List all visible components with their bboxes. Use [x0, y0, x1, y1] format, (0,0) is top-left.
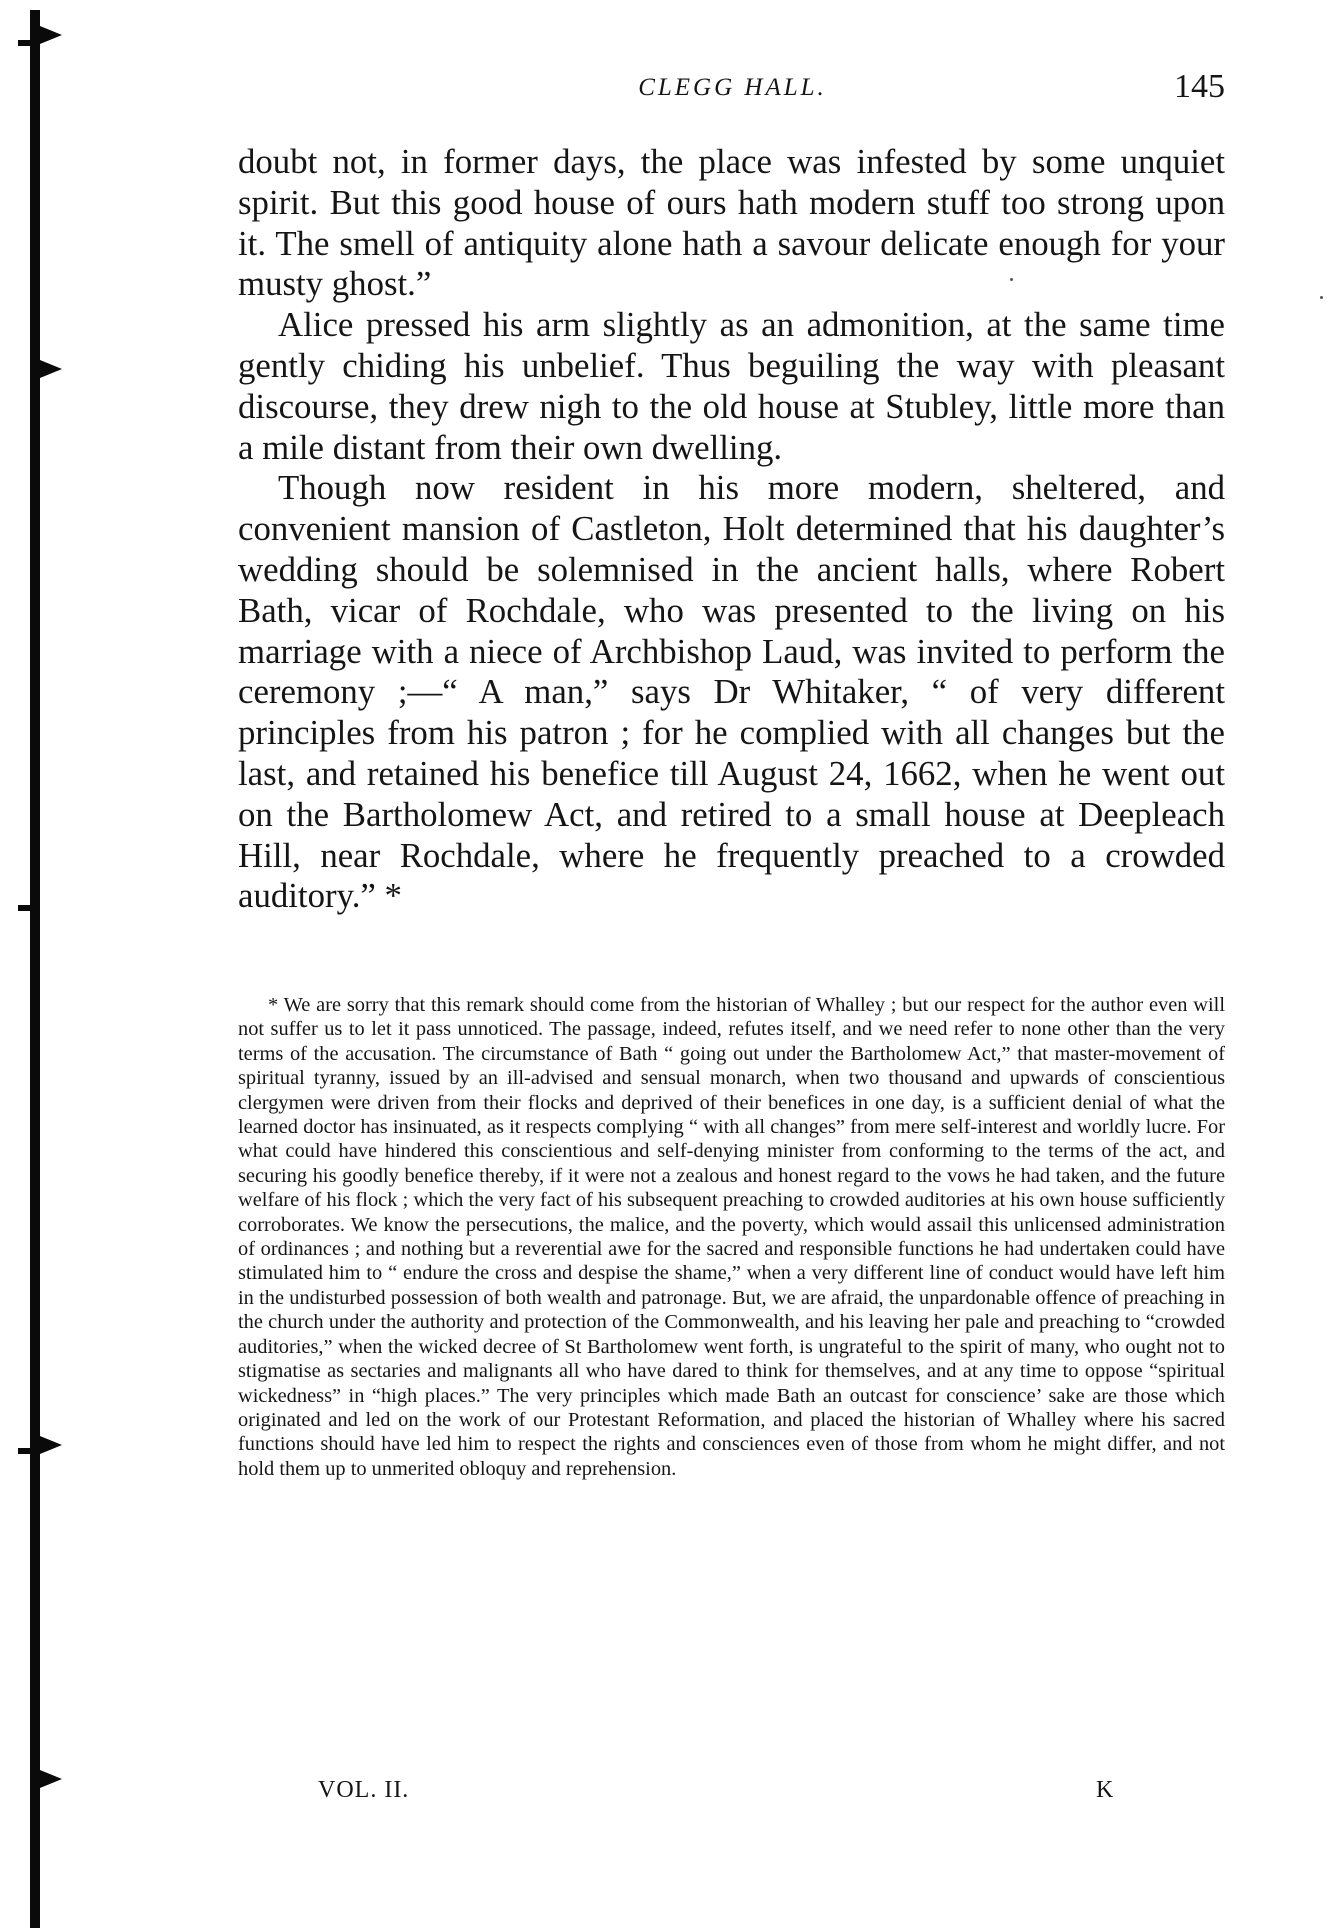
- paragraph: doubt not, in former days, the place was infested by some unquiet spirit. But this good house of ours hath modern stuff too strong upon it. The smell of antiquity alone hath a savour delicate enough for your musty ghost.”: [238, 142, 1225, 304]
- binding-stub: [18, 40, 32, 46]
- paragraph: Though now resident in his more modern, sheltered, and convenient mansion of Castleton, Holt determined that his daughter’s wedding should be solemnised in the ancient halls, where Robert Bath, vicar of Rochdale, who was presented to the living on his marriage with a niece of Archbishop Laud, was invited to perform the ceremony ;—“ A man,” says Dr Whitaker, “ of very different principles from his patron ; for he complied with all changes but the last, and retained his benefice till August 24, 1662, when he went out on the Bartholomew Act, and retired to a small house at Deepleach Hill, near Rochdale, where he frequently preached to a crowded auditory.” *: [238, 468, 1225, 916]
- main-text: [238, 142, 1225, 917]
- signature-mark: K: [1096, 1777, 1114, 1803]
- page-number: 145: [1174, 68, 1225, 105]
- binding-tick: [40, 1436, 62, 1454]
- binding-tick: [40, 360, 62, 378]
- signature-line: [238, 1777, 1225, 1813]
- binding-tick: [40, 26, 62, 44]
- binding-edge: [30, 10, 40, 1928]
- binding-tick: [40, 1770, 62, 1788]
- running-head: [240, 68, 1225, 114]
- running-title: CLEGG HALL.: [638, 74, 827, 101]
- binding-stub: [18, 1448, 32, 1454]
- scan-speck: [1320, 296, 1323, 299]
- volume-label: VOL. II.: [318, 1777, 410, 1803]
- paragraph: Alice pressed his arm slightly as an admonition, at the same time gently chiding his unbelief. Thus beguiling the way with pleasant discourse, they drew nigh to the old house at Stubley, little more than a mile distant from their own dwelling.: [238, 305, 1225, 467]
- binding-stub: [18, 905, 32, 911]
- footnote: * We are sorry that this remark should come from the historian of Whalley ; but our respect for the author even will not suffer us to let it pass unnoticed. The passage, indeed, refutes itself, and we need refer to none other than the very terms of the accusation. The circumstance of Bath “ going out under the Bartholomew Act,” that master-movement of spiritual tyranny, issued by an ill-advised and sensual monarch, when two thousand and upwards of conscientious clergymen were driven from their flocks and deprived of their benefices in one day, is a sufficient denial of what the learned doctor has insinuated, as it respects complying “ with all changes” from mere self-interest and worldly lucre. For what could have hindered this conscientious and self-denying minister from conforming to the terms of the act, and securing his goodly benefice thereby, if it were not a zealous and honest regard to the vows he had taken, and the future welfare of his flock ; which the very fact of his subsequent preaching to crowded auditories at his own house sufficiently corroborates. We know the persecutions, the malice, and the poverty, which would assail this unlicensed administration of ordinances ; and nothing but a reverential awe for the sacred and responsible functions he had undertaken could have stimulated him to “ endure the cross and despise the shame,” when a very different line of conduct would have left him in the undisturbed possession of both wealth and patronage. But, we are afraid, the unpardonable offence of preaching in the church under the authority and protection of the Commonwealth, and his leaving her pale and preaching to “crowded auditories,” when the wicked decree of St Bartholomew went forth, is ungrateful to the spirit of many, who ought not to stigmatise as sectaries and malignants all who have dared to think for themselves, and at any time to oppose “spiritual wickedness” in “high places.” The very principles which made Bath an outcast for conscience’ sake are those which originated and led on the work of our Protestant Reformation, and placed the historian of Whalley where his sacred functions should have led him to respect the rights and consciences even of those from whom he might differ, and not hold them up to unmerited obloquy and reprehension.: [238, 994, 1225, 1480]
